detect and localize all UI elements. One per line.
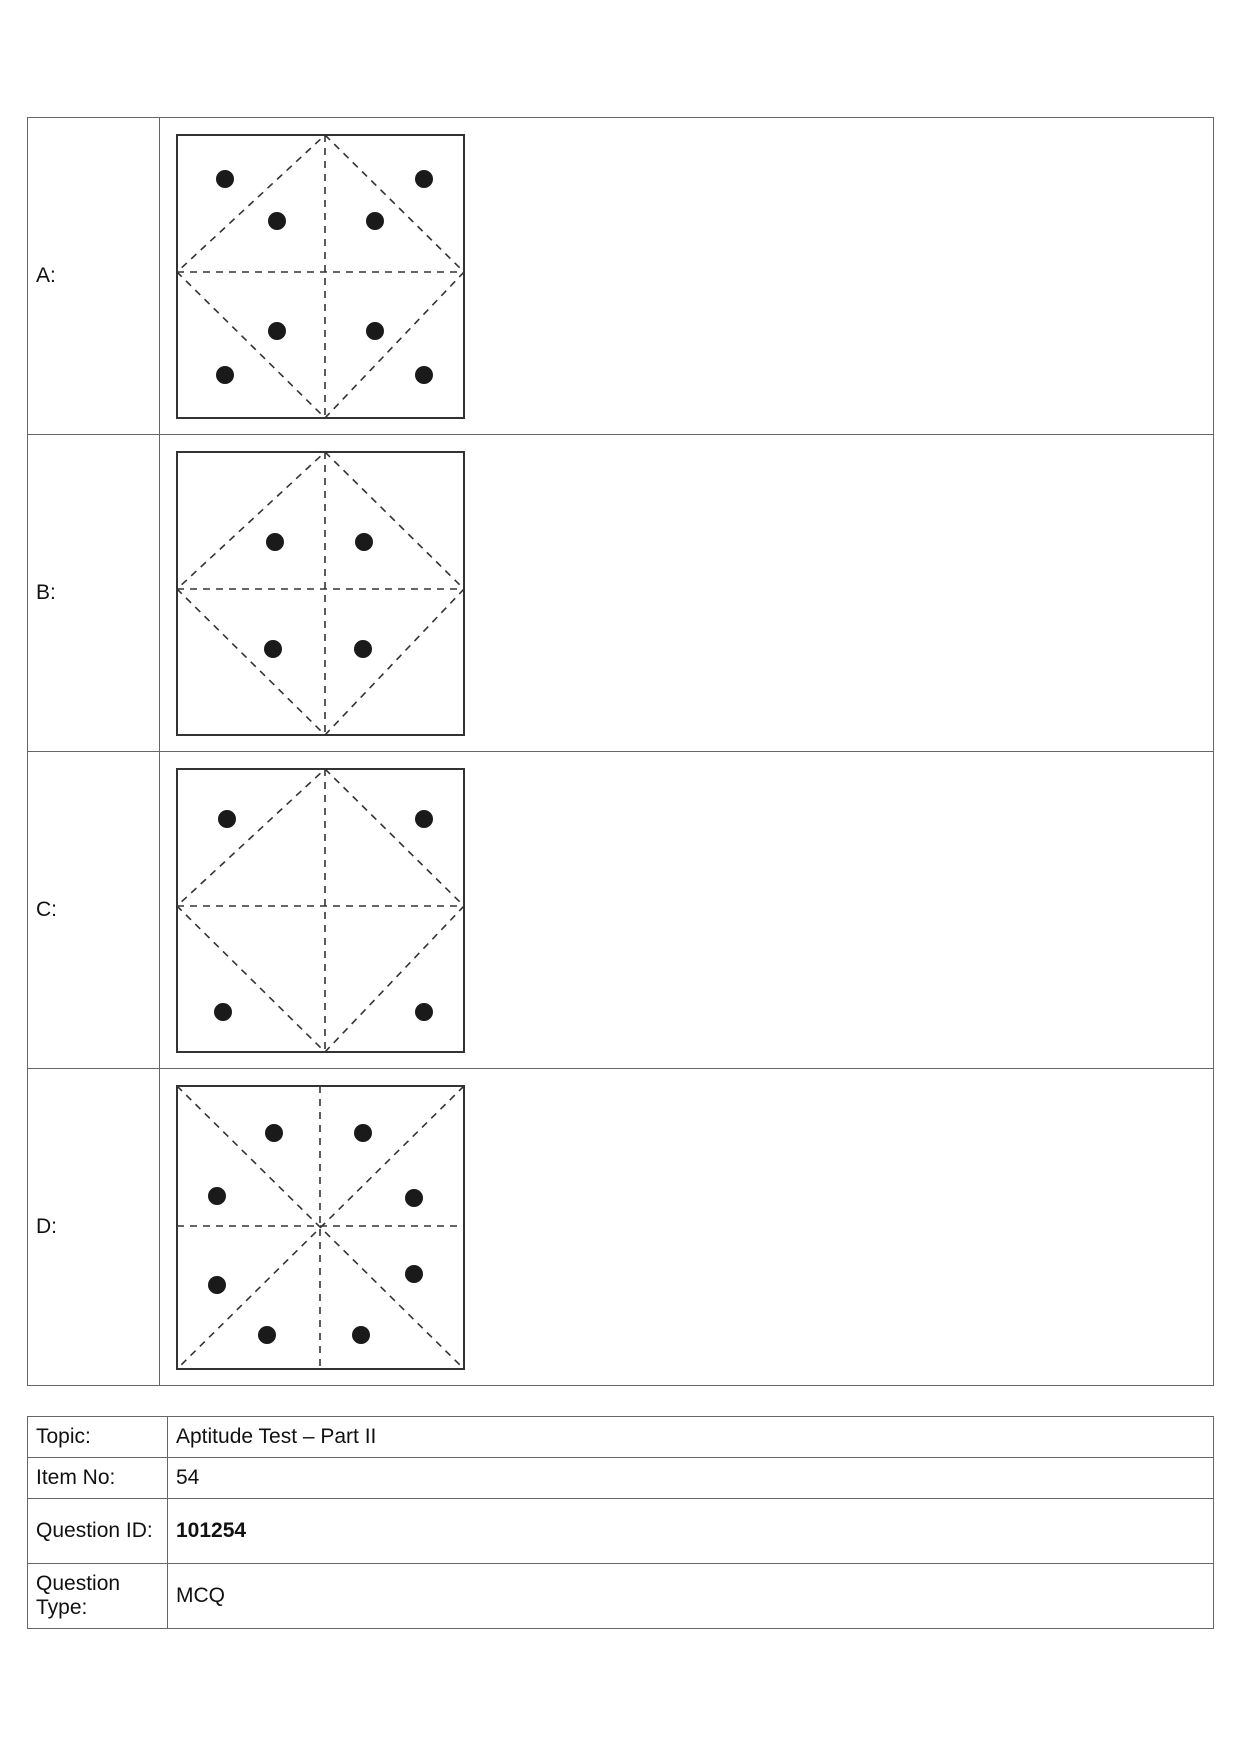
question-type-label: Question Type: — [28, 1564, 168, 1629]
option-d-figure — [176, 1085, 466, 1371]
option-row-a — [28, 118, 1214, 435]
meta-row-question-id — [28, 1499, 1214, 1564]
question-id-label: Question ID: — [28, 1499, 168, 1564]
option-figure-cell-b[interactable] — [160, 435, 1214, 752]
meta-row-question-type — [28, 1564, 1214, 1629]
meta-row-topic — [28, 1417, 1214, 1458]
option-c-figure — [176, 768, 466, 1054]
option-label-d: D: — [28, 1069, 160, 1386]
option-row-b — [28, 435, 1214, 752]
topic-value: Aptitude Test – Part II — [168, 1417, 1214, 1458]
option-figure-cell-d[interactable] — [160, 1069, 1214, 1386]
item-no-label: Item No: — [28, 1458, 168, 1499]
question-meta-table — [27, 1416, 1214, 1629]
option-figure-cell-c[interactable] — [160, 752, 1214, 1069]
option-row-c — [28, 752, 1214, 1069]
option-b-figure — [176, 451, 466, 737]
meta-row-item — [28, 1458, 1214, 1499]
option-label-c: C: — [28, 752, 160, 1069]
topic-label: Topic: — [28, 1417, 168, 1458]
question-id-value: 101254 — [168, 1499, 1214, 1564]
options-table — [27, 117, 1214, 1386]
option-figure-cell-a[interactable] — [160, 118, 1214, 435]
item-no-value: 54 — [168, 1458, 1214, 1499]
option-a-figure — [176, 134, 466, 420]
option-label-b: B: — [28, 435, 160, 752]
option-label-a: A: — [28, 118, 160, 435]
option-row-d — [28, 1069, 1214, 1386]
question-type-value: MCQ — [168, 1564, 1214, 1629]
